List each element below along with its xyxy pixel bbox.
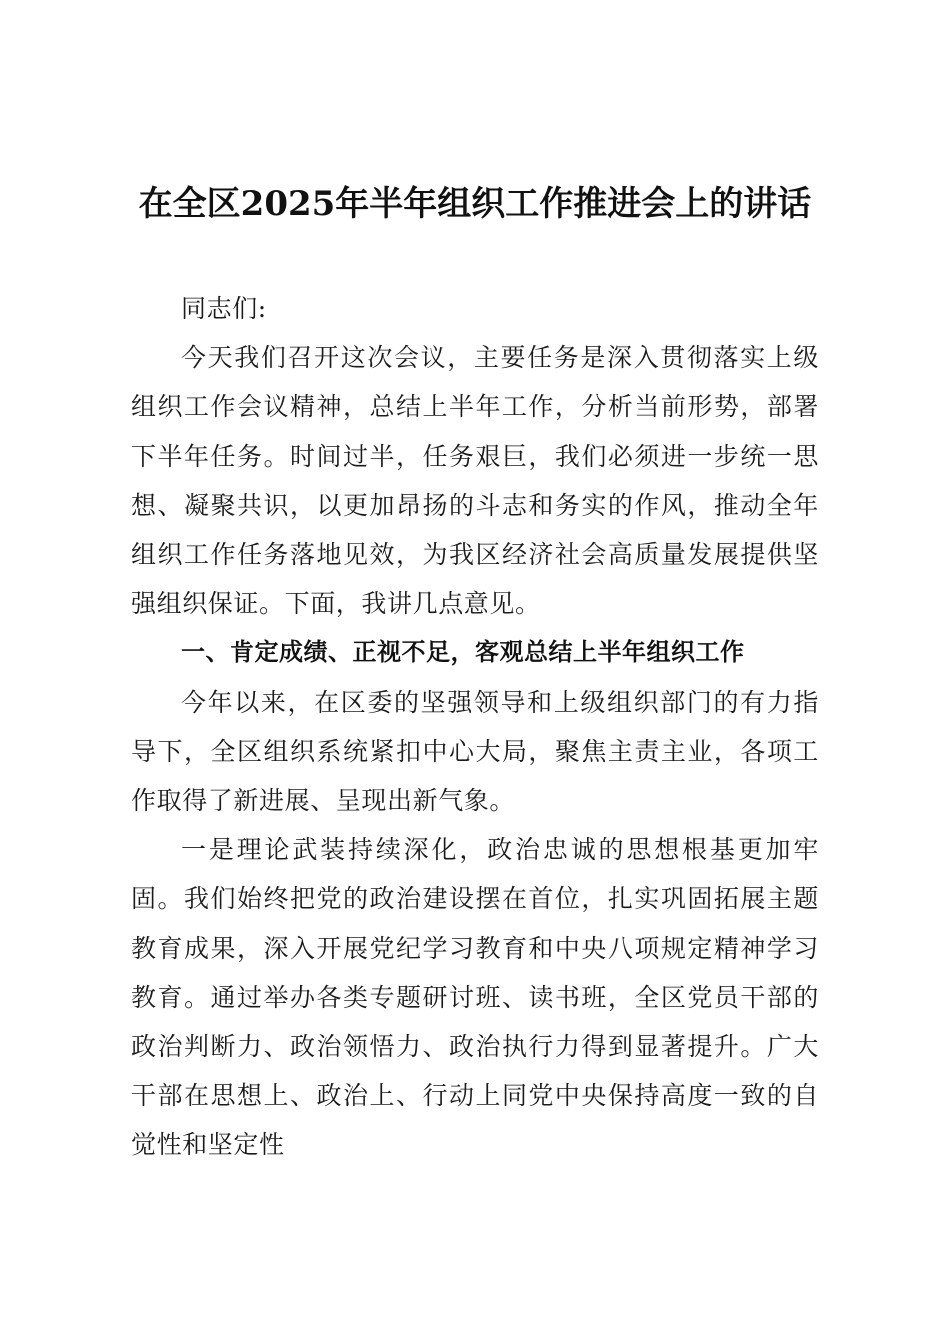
paragraph-point-1: 一是理论武装持续深化，政治忠诚的思想根基更加牢固。我们始终把党的政治建设摆在首位，扎实巩固拓展主题教育成果，深入开展党纪学习教育和中央八项规定精神学习教育。通过举办各类专题研讨班、读书班，全区党员干部的政治判断力、政治领悟力、政治执行力得到显著提升。广大干部在思想上、政治上、行动上同党中央保持高度一致的自觉性和坚定性 [131, 835, 819, 1160]
paragraph-intro: 今天我们召开这次会议，主要任务是深入贯彻落实上级组织工作会议精神，总结上半年工作，分析当前形势，部署下半年任务。时间过半，任务艰巨，我们必须进一步统一思想、凝聚共识，以更加昂扬的斗志和务实的作风，推动全年组织工作任务落地见效，为我区经济社会高质量发展提供坚强组织保证。下面，我讲几点意见。 [131, 343, 819, 619]
document-title: 在全区2025年半年组织工作推进会上的讲话 [138, 184, 812, 224]
paragraph-section1-intro: 今年以来，在区委的坚强领导和上级组织部门的有力指导下，全区组织系统紧扣中心大局，聚焦主责主业，各项工作取得了新进展、呈现出新气象。 [131, 687, 819, 816]
document-body [131, 284, 819, 1170]
greeting: 同志们: [181, 294, 267, 323]
section-heading-1: 一、肯定成绩、正视不足，客观总结上半年组织工作 [181, 638, 745, 667]
